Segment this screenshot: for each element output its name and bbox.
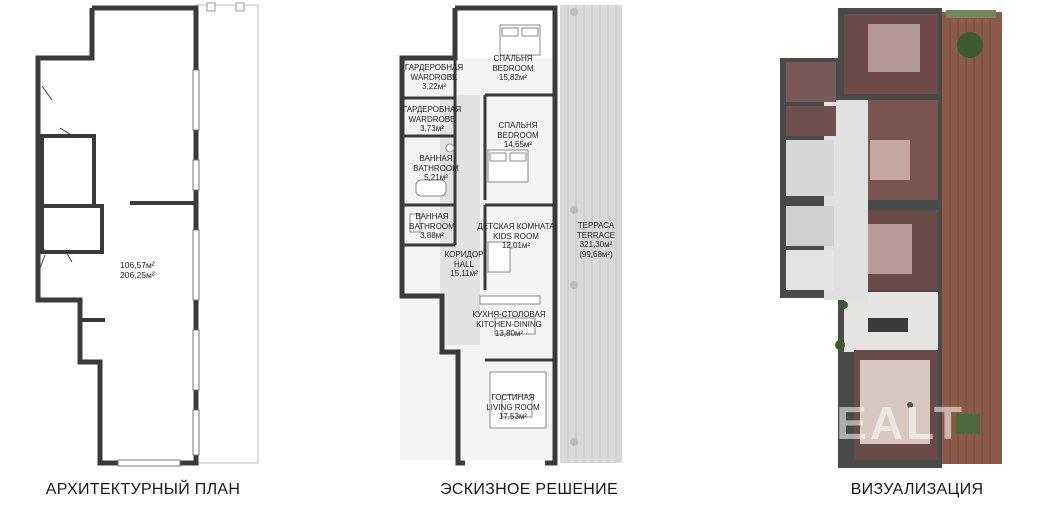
room-label-bathroom-2: ВАННАЯ BATHROOM 3,88м² xyxy=(409,211,455,240)
area-total-label: 206,25м² xyxy=(120,270,155,280)
room-label-bedroom-2: СПАЛЬНЯ BEDROOM 14,65м² xyxy=(497,120,539,149)
sketch-plan-panel xyxy=(350,0,700,505)
caption-architectural: АРХИТЕКТУРНЫЙ ПЛАН xyxy=(45,481,241,498)
area-inner-label: 106,57м² xyxy=(120,260,155,270)
room-label-living-room: ГОСТИНАЯ LIVING ROOM 17,53м² xyxy=(486,392,540,421)
room-label-bathroom-1: ВАННАЯ BATHROOM 5,21м² xyxy=(413,153,459,182)
watermark-logo: REALT xyxy=(800,397,965,449)
room-label-hall: КОРИДОР HALL 15,11м² xyxy=(444,249,484,278)
architectural-plan-drawing xyxy=(0,0,330,505)
caption-sketch: ЭСКИЗНОЕ РЕШЕНИЕ xyxy=(440,481,618,498)
room-label-wardrobe-1: ГАРДЕРОБНАЯ WARDROBE 3,22м² xyxy=(404,62,464,91)
room-label-kitchen-dining: КУХНЯ-СТОЛОВАЯ KITCHEN-DINING 13,80м² xyxy=(472,309,546,338)
room-label-terrace: ТЕРРАСА TERRACE 321,30м² (99,68м²) xyxy=(576,221,616,259)
room-label-bedroom-1: СПАЛЬНЯ BEDROOM 15,82м² xyxy=(492,53,534,82)
visualization-render xyxy=(720,0,1062,505)
room-label-kids-room: ДЕТСКАЯ КОМНАТА KIDS ROOM 12,01м² xyxy=(477,221,555,250)
architectural-plan-panel xyxy=(0,0,330,505)
caption-visualization: ВИЗУАЛИЗАЦИЯ xyxy=(850,481,984,498)
room-label-wardrobe-2: ГАРДЕРОБНАЯ WARDROBE 3,73м² xyxy=(402,104,462,133)
visualization-panel xyxy=(720,0,1062,505)
